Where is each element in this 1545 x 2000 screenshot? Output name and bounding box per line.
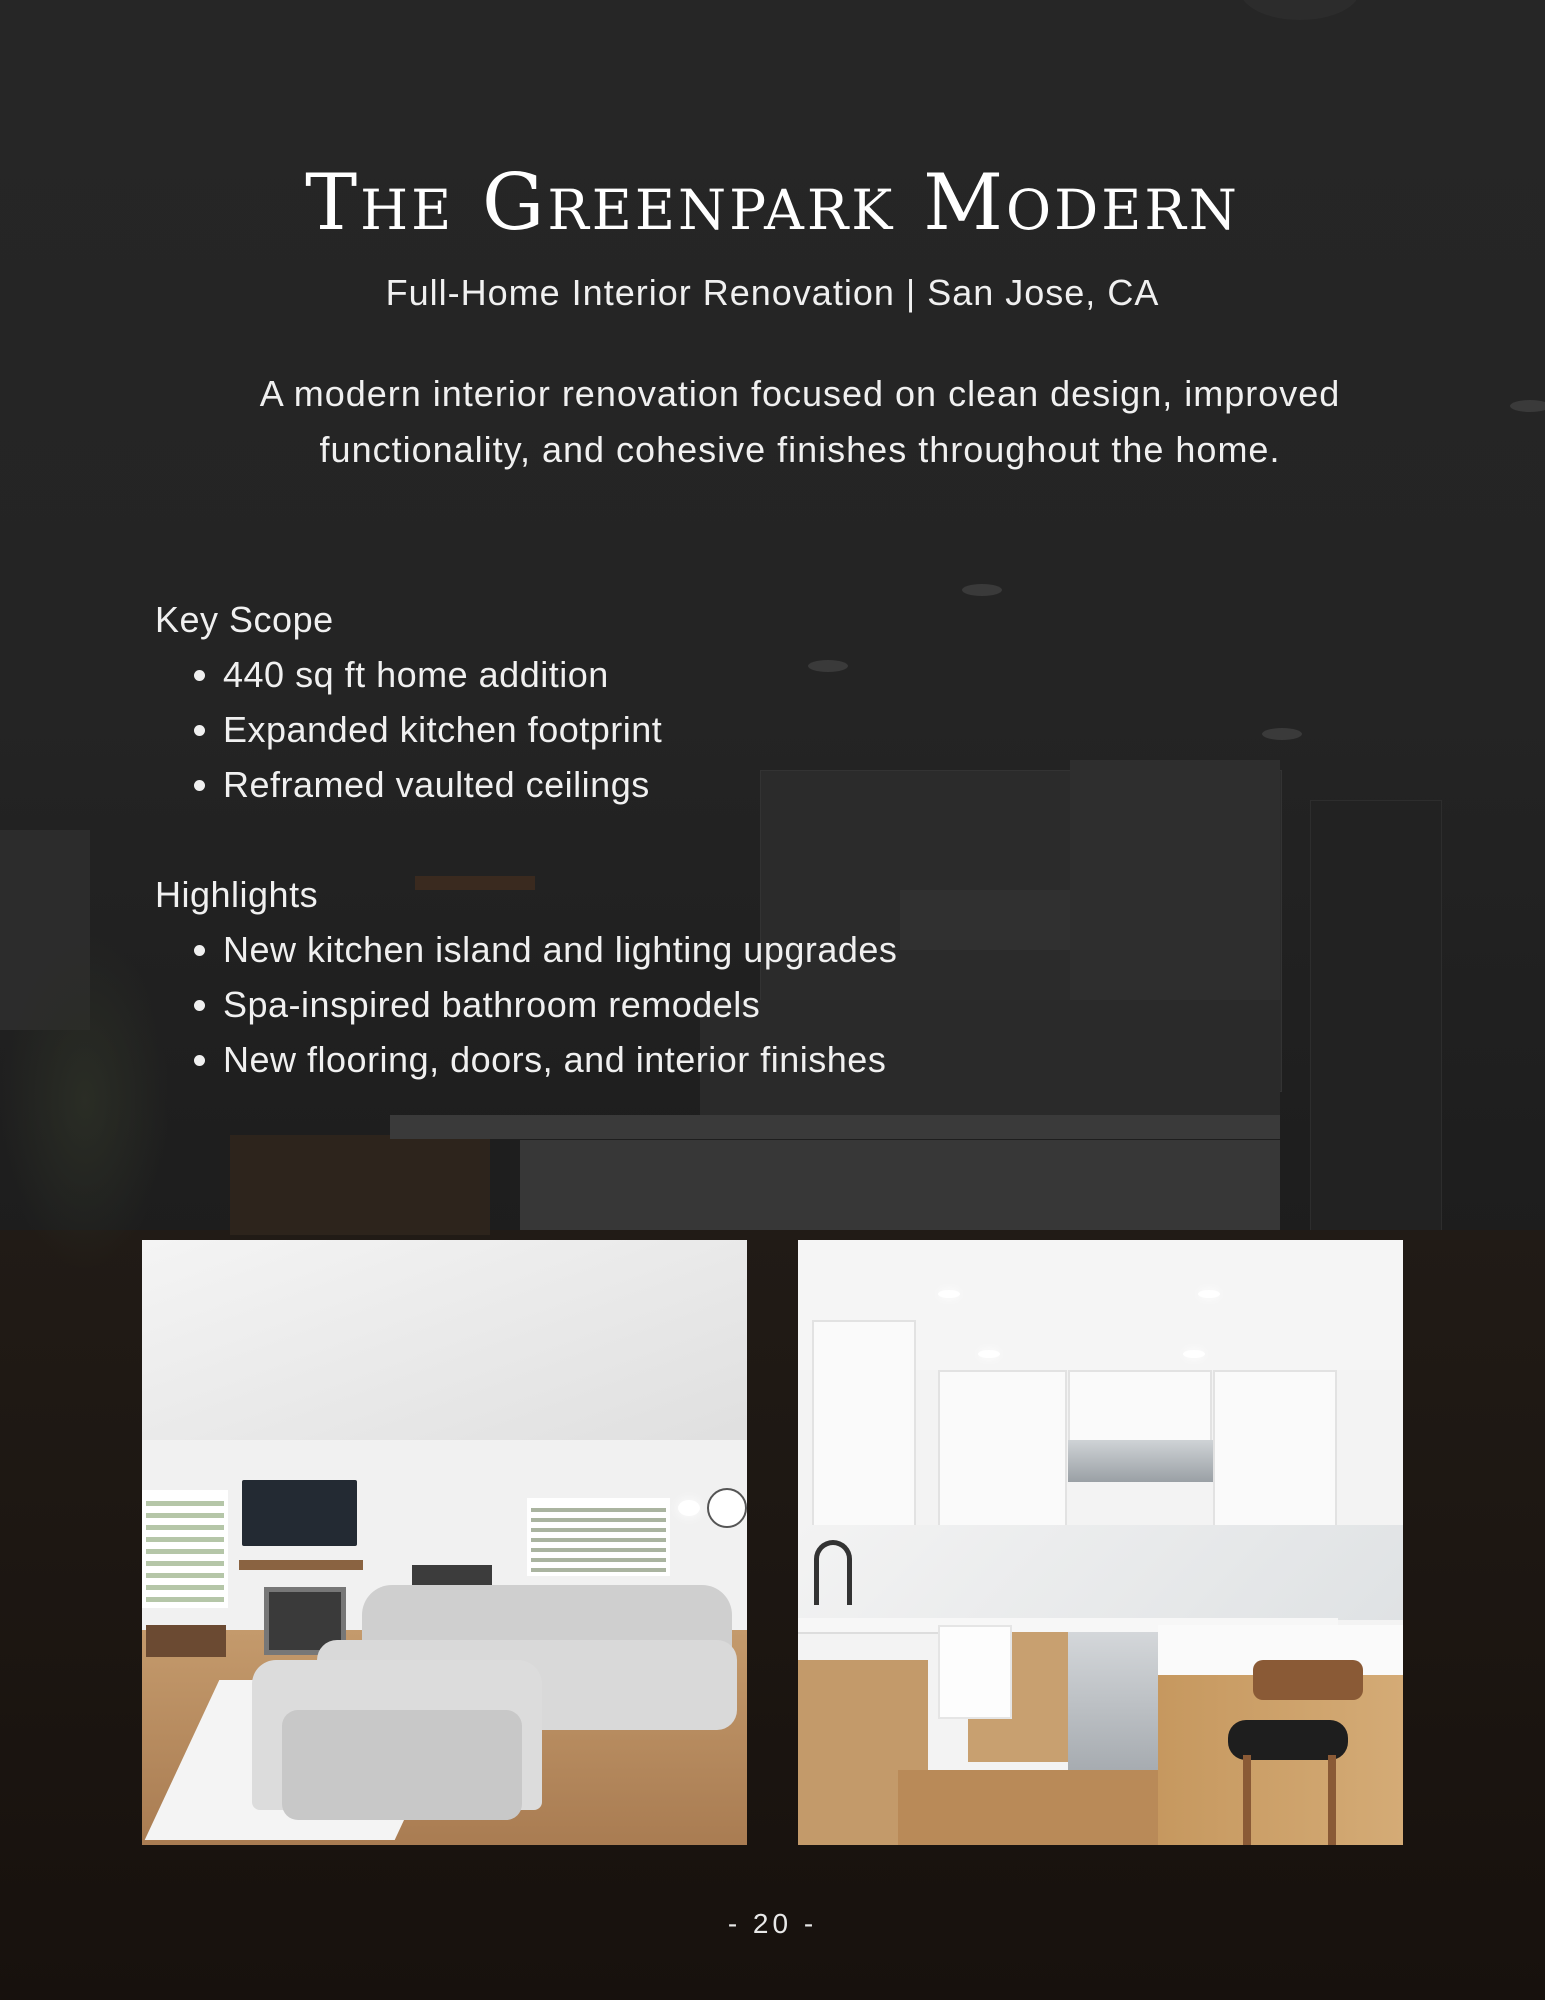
key-scope-list [155,647,1055,812]
list-item: • Reframed vaulted ceilings [223,757,1055,812]
intro-line: functionality, and cohesive finishes throughout the home. [319,429,1281,470]
intro-line: A modern interior renovation focused on clean design, improved [259,373,1341,414]
key-scope-section [155,592,1055,812]
list-item: • New kitchen island and lighting upgrades [223,922,1055,977]
list-item: • New flooring, doors, and interior finishes [223,1032,1055,1087]
page-title: The Greenpark Modern [305,158,1240,248]
page-number: - 20 - [727,1908,818,1939]
project-subtitle: Full-Home Interior Renovation | San Jose, CA [385,272,1160,313]
highlights-section [155,867,1055,1087]
key-scope-heading: Key Scope [155,599,334,640]
kitchen-photo [798,1240,1403,1845]
list-item: • Spa-inspired bathroom remodels [223,977,1055,1032]
living-room-photo [142,1240,747,1845]
highlights-list [155,922,1055,1087]
project-intro [230,366,1370,478]
highlights-heading: Highlights [155,874,319,915]
list-item: • 440 sq ft home addition [223,647,1055,702]
list-item: • Expanded kitchen footprint [223,702,1055,757]
